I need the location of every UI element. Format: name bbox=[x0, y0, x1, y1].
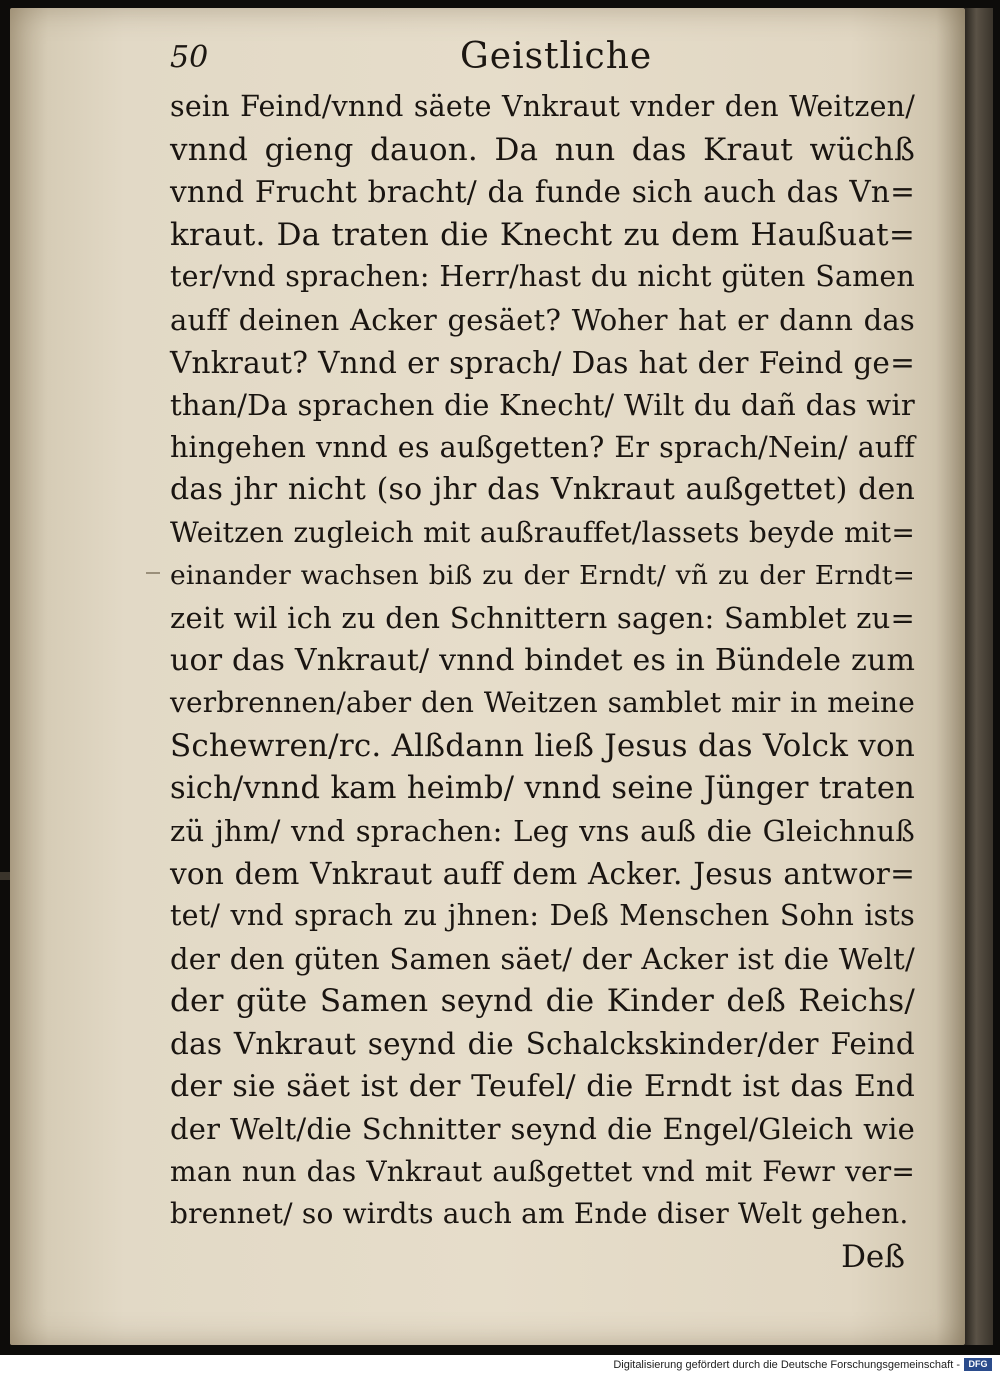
book-edge bbox=[965, 8, 993, 1345]
text-line: than/Da sprachen die Knecht/ Wilt du dañ das wir bbox=[170, 388, 915, 423]
text-line: der den güten Samen säet/ der Acker ist die Welt/ bbox=[170, 941, 915, 976]
text-line: ter/vnd sprachen: Herr/hast du nicht güten Samen bbox=[170, 260, 915, 294]
text-line: das Vnkraut seynd die Schalckskinder/der Feind bbox=[170, 1027, 915, 1062]
text-line: Vnkraut? Vnnd er sprach/ Das hat der Feind ge= bbox=[170, 345, 915, 380]
footer bbox=[0, 1355, 1000, 1375]
text-line: kraut. Da traten die Knecht zu dem Haußuat= bbox=[170, 216, 915, 253]
text-line: zü jhm/ vnd sprachen: Leg vns auß die Gleichnuß bbox=[170, 814, 915, 849]
margin-mark bbox=[146, 572, 160, 574]
body-text bbox=[170, 86, 915, 1236]
page-number: 50 bbox=[170, 40, 209, 75]
text-line: uor das Vnkraut/ vnnd bindet es in Bündele zum bbox=[170, 642, 916, 678]
text-line: vnnd gieng dauon. Da nun das Kraut wüchß bbox=[170, 131, 915, 168]
text-line: verbrennen/aber den Weitzen samblet mir in meine bbox=[170, 686, 915, 720]
text-line: tet/ vnd sprach zu jhnen: Deß Menschen Sohn ists bbox=[170, 899, 915, 933]
text-line: das jhr nicht (so jhr das Vnkraut außgettet) den bbox=[170, 472, 915, 508]
dfg-logo: DFG bbox=[964, 1358, 992, 1371]
text-line: zeit wil ich zu den Schnittern sagen: Samblet zu= bbox=[170, 601, 915, 636]
funding-credit: Digitalisierung gefördert durch die Deutsche Forschungsgemeinschaft - bbox=[613, 1359, 960, 1371]
text-line: vnnd Frucht bracht/ da funde sich auch das Vn= bbox=[170, 175, 915, 210]
text-line: auff deinen Acker gesäet? Woher hat er dann das bbox=[170, 302, 915, 337]
text-line: Schewren/rc. Alßdann ließ Jesus das Volck von bbox=[170, 727, 915, 764]
running-title: Geistliche bbox=[460, 36, 653, 77]
text-line: von dem Vnkraut auff dem Acker. Jesus antwor= bbox=[170, 856, 915, 891]
text-line: einander wachsen biß zu der Erndt/ vñ zu der Erndt= bbox=[170, 559, 915, 591]
text-line: sein Feind/vnnd säete Vnkraut vnder den Weitzen/ bbox=[170, 90, 915, 123]
text-line: hingehen vnnd es außgetten? Er sprach/Nein/ auff bbox=[170, 430, 915, 464]
text-line: Weitzen zugleich mit außrauffet/lassets beyde mit= bbox=[170, 515, 915, 549]
text-line: sich/vnnd kam heimb/ vnnd seine Jünger traten bbox=[170, 770, 915, 806]
catchword: Deß bbox=[841, 1239, 905, 1276]
text-block bbox=[170, 28, 915, 1278]
text-line: brennet/ so wirdts auch am Ende diser Welt gehen. bbox=[170, 1197, 909, 1231]
text-line: der sie säet ist der Teufel/ die Erndt ist das End bbox=[170, 1068, 915, 1104]
text-line: man nun das Vnkraut außgettet vnd mit Fewr ver= bbox=[170, 1154, 915, 1188]
text-line: der Welt/die Schnitter seynd die Engel/Gleich wie bbox=[170, 1112, 915, 1147]
running-head bbox=[170, 28, 915, 86]
text-line: der güte Samen seynd die Kinder deß Reichs/ bbox=[170, 983, 915, 1020]
edge-marker bbox=[0, 872, 10, 880]
